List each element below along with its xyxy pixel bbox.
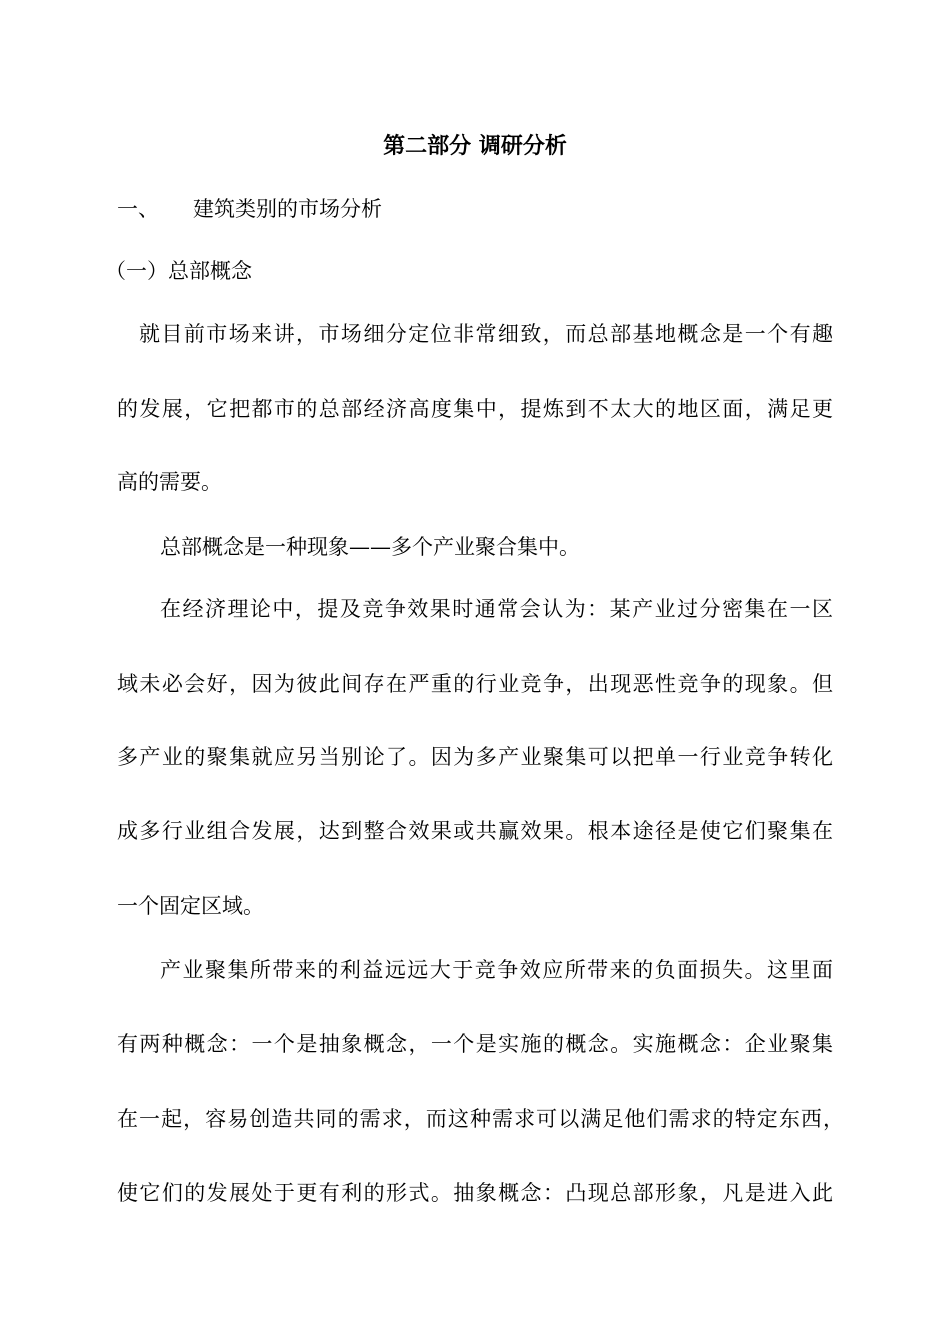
paragraph-3-line-3: 多产业的聚集就应另当别论了。因为多产业聚集可以把单一行业竞争转化: [117, 745, 833, 769]
paragraph-4-line-2: 有两种概念：一个是抽象概念，一个是实施的概念。实施概念：企业聚集: [117, 1032, 833, 1056]
subsection-heading: （一）总部概念: [105, 259, 252, 283]
paragraph-2-line-1: 总部概念是一种现象——多个产业聚合集中。: [160, 535, 580, 559]
paragraph-1-line-2: 的发展，它把都市的总部经济高度集中，提炼到不太大的地区面，满足更: [117, 397, 833, 421]
paragraph-3-line-4: 成多行业组合发展，达到整合效果或共赢效果。根本途径是使它们聚集在: [117, 819, 833, 843]
paragraph-3-line-1: 在经济理论中，提及竞争效果时通常会认为：某产业过分密集在一区: [160, 597, 833, 621]
paragraph-3-line-5: 一个固定区域。: [117, 894, 264, 918]
paragraph-4-line-4: 使它们的发展处于更有利的形式。抽象概念：凸现总部形象，凡是进入此: [117, 1181, 833, 1205]
document-title: 第二部分 调研分析: [383, 133, 567, 159]
paragraph-4-line-1: 产业聚集所带来的利益远远大于竞争效应所带来的负面损失。这里面: [160, 958, 833, 982]
paragraph-4-line-3: 在一起，容易创造共同的需求，而这种需求可以满足他们需求的特定东西，: [117, 1107, 844, 1131]
paragraph-1-line-1: 就目前市场来讲，市场细分定位非常细致，而总部基地概念是一个有趣: [139, 322, 833, 346]
section-heading: [117, 195, 382, 223]
section-number: 一、: [117, 197, 159, 221]
paragraph-1-line-3: 高的需要。: [117, 470, 222, 494]
section-title: 建筑类别的市场分析: [193, 197, 382, 221]
paragraph-3-line-2: 域未必会好，因为彼此间存在严重的行业竞争，出现恶性竞争的现象。但: [117, 672, 833, 696]
